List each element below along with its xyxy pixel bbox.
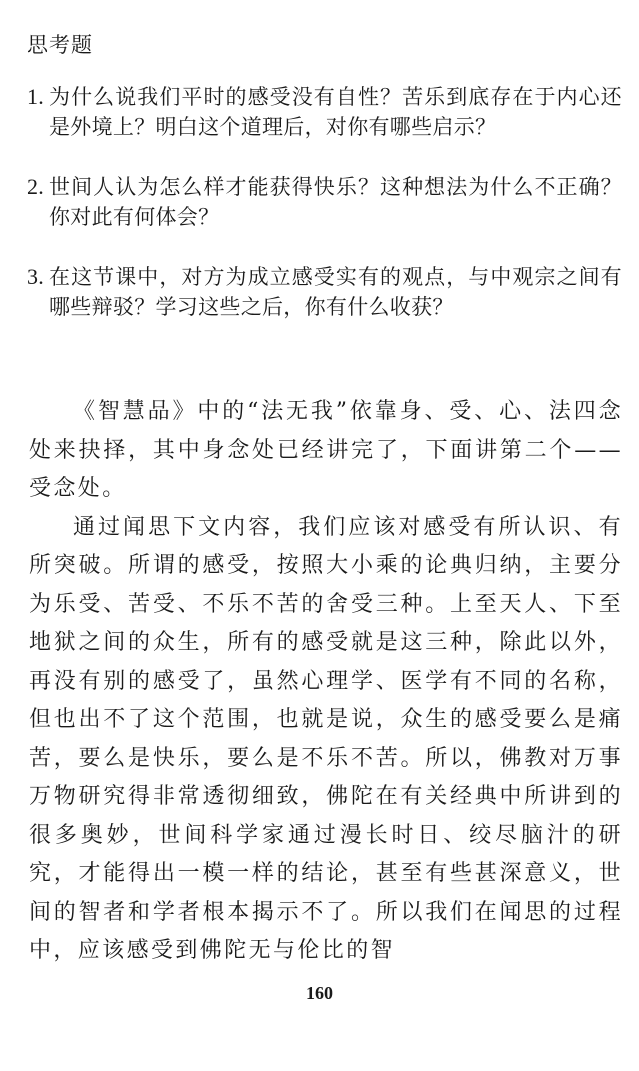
question-number: 2. <box>27 174 45 199</box>
page-number: 160 <box>306 983 333 1003</box>
question-item <box>27 172 622 232</box>
question-number: 3. <box>27 264 45 289</box>
section-title: 思考题 <box>27 33 93 57</box>
question-item <box>27 262 622 322</box>
question-number: 1. <box>27 84 45 109</box>
question-item <box>27 82 622 142</box>
question-list <box>27 82 622 352</box>
body-text <box>29 393 623 971</box>
question-text: 为什么说我们平时的感受没有自性？苦乐到底存在于内心还是外境上？明白这个道理后，对你有哪些启示？ <box>49 85 622 139</box>
body-paragraph: 通过闻思下文内容，我们应该对感受有所认识、有所突破。所谓的感受，按照大小乘的论典归纳，主要分为乐受、苦受、不乐不苦的舍受三种。上至天人、下至地狱之间的众生，所有的感受就是这三种，除此以外，再没有别的感受了，虽然心理学、医学有不同的名称，但也出不了这个范围，也就是说，众生的感受要么是痛苦，要么是快乐，要么是不乐不苦。所以，佛教对万事万物研究得非常透彻细致，佛陀在有关经典中所讲到的很多奥妙，世间科学家通过漫长时日、绞尽脑汁的研究，才能得出一模一样的结论，甚至有些甚深意义，世间的智者和学者根本揭示不了。所以我们在闻思的过程中，应该感受到佛陀无与伦比的智 <box>29 514 623 963</box>
question-text: 世间人认为怎么样才能获得快乐？这种想法为什么不正确？你对此有何体会？ <box>49 175 622 229</box>
body-paragraph: 《智慧品》中的“法无我”依靠身、受、心、法四念处来抉择，其中身念处已经讲完了，下面讲第二个——受念处。 <box>29 399 623 501</box>
question-text: 在这节课中，对方为成立感受实有的观点，与中观宗之间有哪些辩驳？学习这些之后，你有什么收获？ <box>49 265 622 319</box>
